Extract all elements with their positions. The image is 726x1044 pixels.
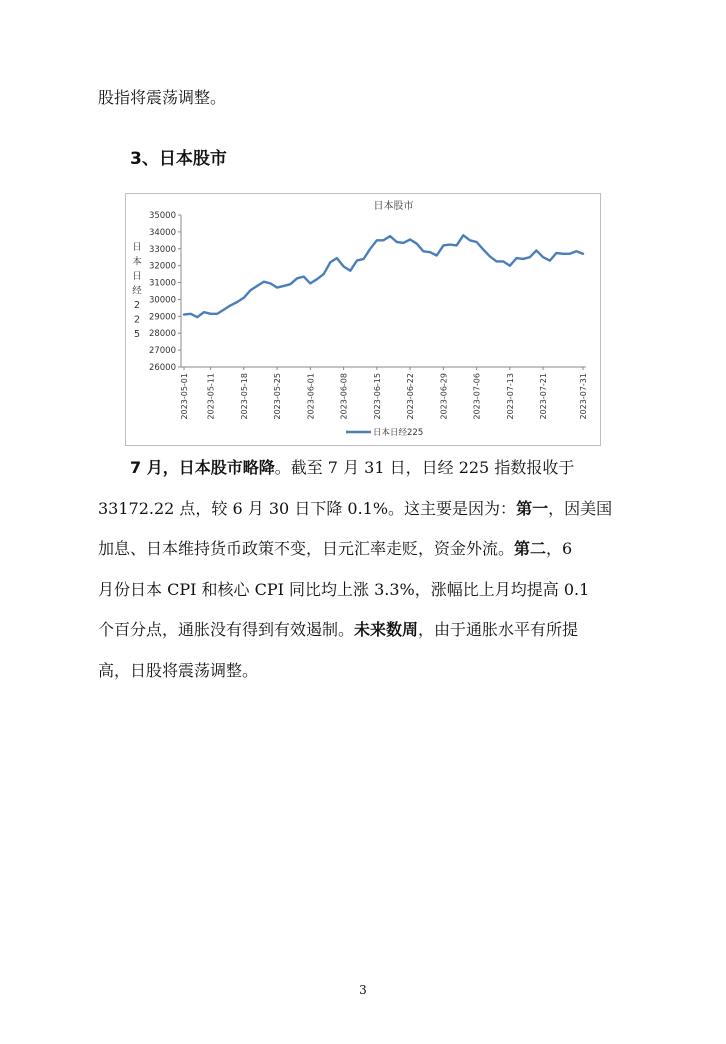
x-tick-label: 2023-06-29 xyxy=(439,373,449,420)
y-tick-label: 30000 xyxy=(148,295,176,306)
y-axis-label-char: 本 xyxy=(132,256,142,268)
text-run: ，因美国 xyxy=(548,498,613,518)
x-tick-label: 2023-05-18 xyxy=(239,373,249,420)
bold-text-run: 第二 xyxy=(514,539,547,558)
y-tick-label: 33000 xyxy=(148,244,176,255)
text-run: 月份日本 CPI 和核心 CPI 同比均上涨 3.3%，涨幅比上月均提高 0.1 xyxy=(98,579,590,599)
x-tick-label: 2023-06-08 xyxy=(339,373,349,420)
x-tick-label: 2023-05-01 xyxy=(180,373,189,420)
body-line xyxy=(98,456,630,497)
nikkei-series-line xyxy=(184,235,583,317)
page-number: 3 xyxy=(359,983,367,997)
x-tick-label: 2023-07-06 xyxy=(472,373,482,420)
text-run: 。截至 7 月 31 日，日经 225 指数报收于 xyxy=(274,458,575,477)
body-line xyxy=(98,618,630,659)
chart-title: 日本股市 xyxy=(373,201,414,212)
x-tick-label: 2023-05-11 xyxy=(206,373,216,420)
x-tick-label: 2023-07-31 xyxy=(579,373,588,420)
y-axis-label-char: 2 xyxy=(133,300,141,311)
body-paragraph xyxy=(98,456,630,699)
y-tick-label: 29000 xyxy=(148,312,176,323)
y-tick-label: 27000 xyxy=(148,346,176,357)
body-line xyxy=(98,497,630,538)
y-axis-label-char: 5 xyxy=(133,329,141,340)
section-heading: 3、日本股市 xyxy=(130,149,227,169)
x-tick-label: 2023-06-22 xyxy=(406,373,416,420)
body-line xyxy=(98,659,630,700)
x-tick-label: 2023-05-25 xyxy=(273,373,283,420)
text-run: 加息、日本维持货币政策不变，日元汇率走贬，资金外流。 xyxy=(98,539,515,558)
y-tick-label: 32000 xyxy=(148,261,176,272)
x-tick-label: 2023-06-01 xyxy=(306,373,316,420)
text-run: ，由于通胀水平有所提 xyxy=(418,620,579,639)
y-axis-label-char: 2 xyxy=(133,314,141,326)
body-line xyxy=(98,537,630,578)
text-run: 个百分点，通胀没有得到有效遏制。 xyxy=(98,620,355,639)
body-line xyxy=(98,578,630,619)
bold-text-run: 7 月，日本股市略降 xyxy=(130,458,275,477)
text-run: 高，日股将震荡调整。 xyxy=(98,660,259,680)
x-tick-label: 2023-06-15 xyxy=(372,373,382,420)
text-run: ，6 xyxy=(546,539,573,558)
legend-label: 日本日经225 xyxy=(373,428,424,438)
y-tick-label: 28000 xyxy=(148,329,176,340)
nikkei-line-chart xyxy=(126,194,600,445)
x-tick-label: 2023-07-21 xyxy=(539,373,549,420)
y-tick-label: 35000 xyxy=(148,211,176,221)
chart-frame xyxy=(125,193,601,446)
y-axis-label-char: 经 xyxy=(132,285,142,297)
y-tick-label: 26000 xyxy=(148,363,176,373)
y-axis-label-char: 日 xyxy=(132,242,142,253)
y-tick-label: 31000 xyxy=(148,278,176,289)
y-tick-label: 34000 xyxy=(148,227,176,238)
intro-paragraph: 股指将震荡调整。 xyxy=(98,88,227,107)
y-axis-label-char: 日 xyxy=(132,271,142,282)
bold-text-run: 未来数周 xyxy=(354,620,419,639)
bold-text-run: 第一 xyxy=(516,498,549,518)
text-run: 33172.22 点，较 6 月 30 日下降 0.1%。这主要是因为： xyxy=(98,498,517,518)
x-tick-label: 2023-07-13 xyxy=(505,373,515,420)
